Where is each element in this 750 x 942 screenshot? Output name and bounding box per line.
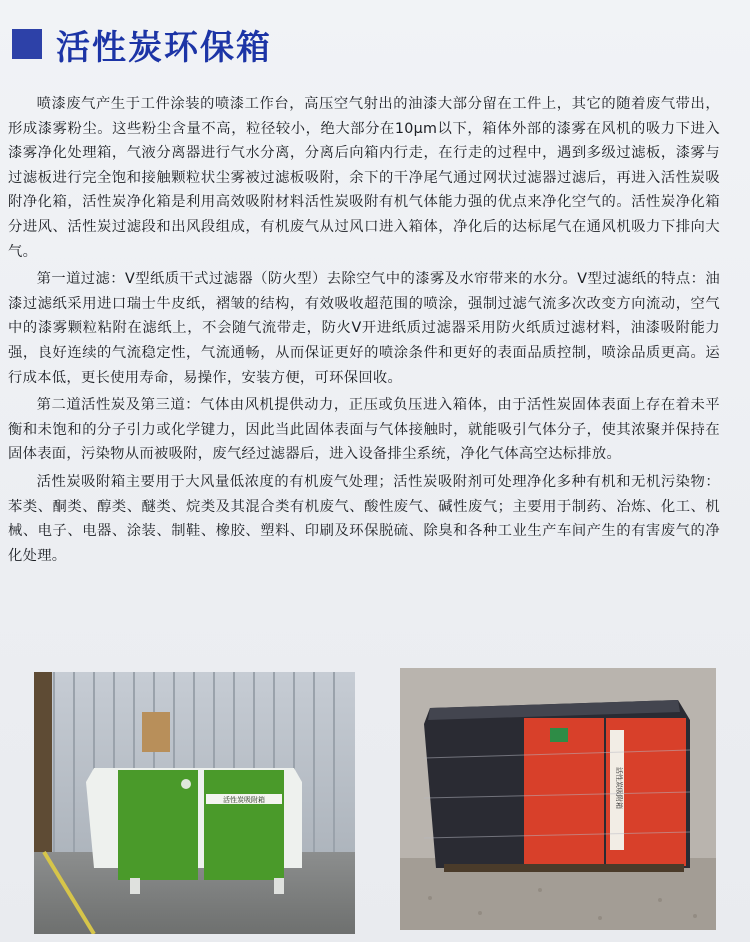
green-cabinet-illustration	[34, 672, 355, 934]
product-photo-green-cabinet	[34, 672, 355, 934]
wrapped-cabinet-label: 活性炭吸附箱	[615, 767, 623, 809]
body-text	[8, 92, 720, 571]
product-photo-wrapped-cabinet	[400, 668, 716, 930]
product-photos	[0, 660, 750, 942]
green-cabinet-label: 活性炭吸附箱	[223, 796, 265, 804]
page-title: 活性炭环保箱	[56, 27, 272, 68]
wrapped-cabinet-illustration	[400, 668, 716, 930]
paragraph-first-filter: 第一道过滤：V型纸质干式过滤器（防火型）去除空气中的漆雾及水帘带来的水分。V型过滤纸的特点：油漆过滤纸采用进口瑞士牛皮纸，褶皱的结构，有效吸收超范围的喷涂，强制过滤气流多次改变方向流动，空气中的漆雾颗粒粘附在滤纸上，不会随气流带走，防火V开进纸质过滤器采用防火纸质过滤材料，油漆吸附能力强，良好连续的气流稳定性，气流通畅，从而保证更好的喷涂条件和更好的表面品质控制，喷涂品质更高。运行成本低，更长使用寿命，易操作，安装方便，可环保回收。	[8, 271, 720, 386]
paragraph-intro: 喷漆废气产生于工件涂装的喷漆工作台，高压空气射出的油漆大部分留在工件上，其它的随着废气带出，形成漆雾粉尘。这些粉尘含量不高，粒径较小，绝大部分在10μm以下，箱体外部的漆雾在风机的吸力下进入漆雾净化处理箱，气液分离器进行气水分离，分离后向箱内行走，在行走的过程中，遇到多级过滤板，漆雾与过滤板进行完全饱和接触颗粒状尘雾被过滤板吸附，余下的干净尾气通过网状过滤器过滤后，再进入活性炭吸附净化箱，活性炭净化箱是利用高效吸附材料活性炭吸附有机气体能力强的优点来净化空气的。活性炭净化箱分进风、活性炭过滤段和出风段组成，有机废气从过风口进入箱体，净化后的达标尾气在通风机吸力下排向大气。	[8, 96, 720, 260]
paragraph-applications: 活性炭吸附箱主要用于大风量低浓度的有机废气处理；活性炭吸附剂可处理净化多种有机和无机污染物：苯类、酮类、醇类、醚类、烷类及其混合类有机废气、酸性废气、碱性废气；主要用于制药、冶炼、化工、机械、电子、电器、涂装、制鞋、橡胶、塑料、印刷及环保脱硫、除臭和各种工业生产车间产生的有害废气的净化处理。	[8, 473, 720, 564]
title-bullet-square	[12, 29, 42, 59]
section-header	[12, 16, 272, 72]
paragraph-second-filter: 第二道活性炭及第三道：气体由风机提供动力，正压或负压进入箱体，由于活性炭固体表面上存在着未平衡和未饱和的分子引力或化学键力，因此当此固体表面与气体接触时，就能吸引气体分子，使其浓聚并保持在固体表面，污染物从而被吸附，废气经过滤器后，进入设备排尘系统，净化气体高空达标排放。	[8, 397, 720, 463]
